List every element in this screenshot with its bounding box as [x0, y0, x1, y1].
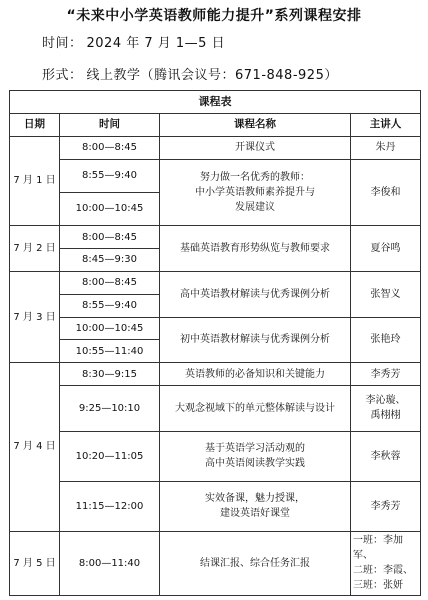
table-row — [10, 481, 421, 531]
speaker-cell: 张艳玲 — [351, 317, 421, 363]
course-line: 实效备课，魅力授课， — [205, 493, 305, 505]
time-cell: 8:45—9:30 — [60, 248, 160, 271]
time-cell: 8:00—8:45 — [60, 136, 160, 159]
time-cell: 8:00—11:40 — [60, 531, 160, 595]
speaker-cell: 朱丹 — [351, 136, 421, 159]
schedule-table — [9, 90, 421, 596]
course-cell — [160, 431, 351, 481]
time-cell: 9:25—10:10 — [60, 386, 160, 432]
course-cell: 开课仪式 — [160, 136, 351, 159]
time-cell: 10:55—11:40 — [60, 340, 160, 363]
speaker-cell: 李秋蓉 — [351, 431, 421, 481]
time-cell: 8:00—8:45 — [60, 226, 160, 249]
date-cell: 7 月 3 日 — [10, 271, 60, 362]
speaker-cell: 夏谷鸣 — [351, 226, 421, 272]
time-label: 时间： — [42, 36, 83, 51]
course-cell — [160, 159, 351, 226]
form-value: 线上教学（腾讯会议号：671-848-925） — [86, 68, 338, 83]
speaker-cell: 李秀芳 — [351, 363, 421, 386]
table-row — [10, 271, 421, 294]
table-row — [10, 136, 421, 159]
time-cell: 8:55—9:40 — [60, 294, 160, 317]
speaker-line: 禹栩栩 — [370, 410, 401, 422]
table-row — [10, 317, 421, 340]
time-value: 2024 年 7 月 1—5 日 — [86, 36, 226, 51]
course-cell: 初中英语教材解读与优秀课例分析 — [160, 317, 351, 363]
form-label: 形式： — [42, 68, 83, 83]
speaker-cell — [351, 531, 421, 595]
table-row — [10, 363, 421, 386]
course-line: 建设英语好课堂 — [220, 508, 290, 520]
course-line: 基于英语学习活动观的 — [205, 443, 305, 455]
time-cell: 10:00—10:45 — [60, 317, 160, 340]
course-cell: 结课汇报、综合任务汇报 — [160, 531, 351, 595]
course-line: 发展建议 — [235, 201, 275, 213]
speaker-line: 一班：李加军、 — [353, 535, 403, 562]
time-cell: 10:20—11:05 — [60, 431, 160, 481]
time-cell: 8:00—8:45 — [60, 271, 160, 294]
speaker-cell: 张智义 — [351, 271, 421, 317]
course-line: 高中英语阅读教学实践 — [205, 458, 305, 470]
course-line: 中小学英语教师素养提升与 — [195, 186, 315, 198]
table-caption: 课程表 — [10, 91, 421, 114]
form-line — [42, 64, 342, 83]
date-cell: 7 月 4 日 — [10, 363, 60, 531]
speaker-cell: 李俊和 — [351, 159, 421, 226]
header-course: 课程名称 — [160, 113, 351, 136]
speaker-cell — [351, 386, 421, 432]
course-cell: 基础英语教育形势纵览与教师要求 — [160, 226, 351, 272]
course-line: 努力做一名优秀的教师： — [200, 171, 310, 183]
page-title: “未来中小学英语教师能力提升”系列课程安排 — [66, 8, 362, 24]
table-row — [10, 159, 421, 192]
time-line — [42, 32, 229, 51]
date-cell: 7 月 2 日 — [10, 226, 60, 272]
date-cell: 7 月 1 日 — [10, 136, 60, 225]
time-cell: 11:15—12:00 — [60, 481, 160, 531]
table-row — [10, 386, 421, 432]
table-row — [10, 531, 421, 595]
course-cell: 高中英语教材解读与优秀课例分析 — [160, 271, 351, 317]
speaker-line: 二班：李霞、 — [353, 565, 413, 577]
header-speaker: 主讲人 — [351, 113, 421, 136]
table-row — [10, 431, 421, 481]
speaker-cell: 李秀芳 — [351, 481, 421, 531]
speaker-line: 李沁璇、 — [365, 395, 406, 407]
time-cell: 8:30—9:15 — [60, 363, 160, 386]
course-cell: 大观念视域下的单元整体解读与设计 — [160, 386, 351, 432]
header-date: 日期 — [10, 113, 60, 136]
course-cell: 英语教师的必备知识和关键能力 — [160, 363, 351, 386]
speaker-line: 三班：张妍 — [353, 580, 403, 592]
course-cell — [160, 481, 351, 531]
time-cell: 8:55—9:40 — [60, 159, 160, 192]
table-row — [10, 226, 421, 249]
header-time: 时间 — [60, 113, 160, 136]
time-cell: 10:00—10:45 — [60, 192, 160, 225]
date-cell: 7 月 5 日 — [10, 531, 60, 595]
